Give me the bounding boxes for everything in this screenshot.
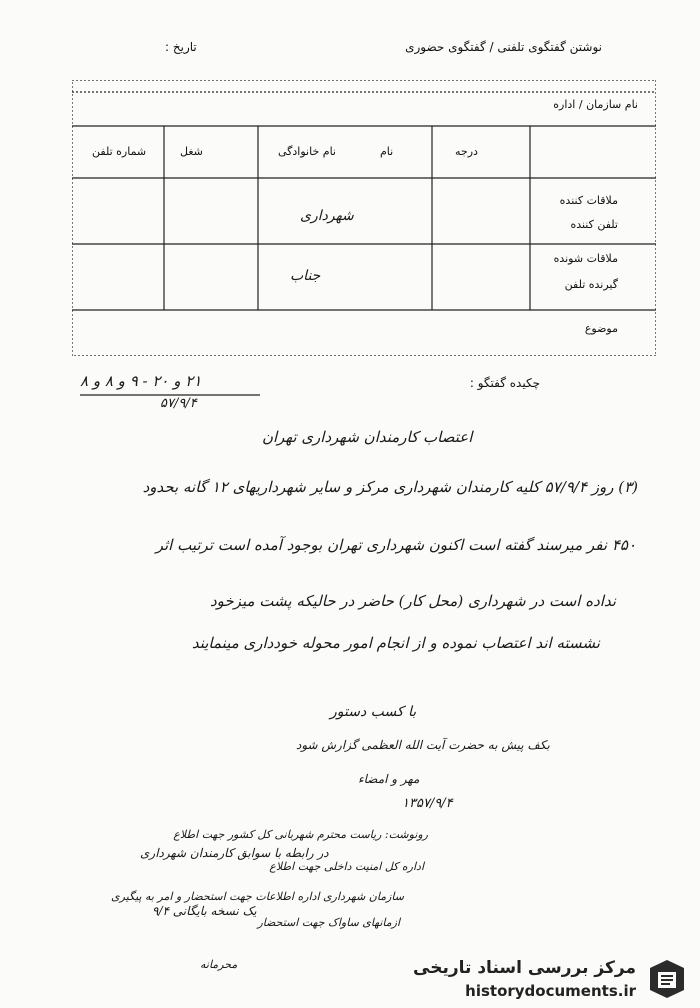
- report-heading: اعتصاب کارمندان شهرداری تهران: [262, 428, 473, 446]
- date-label: تاریخ :: [165, 40, 197, 54]
- form-grid: [72, 80, 656, 356]
- row-receiver-2: گیرنده تلفن: [564, 278, 618, 291]
- caller-name-handwritten: شهرداری: [300, 208, 354, 224]
- watermark-footer: [400, 950, 700, 1008]
- watermark-brand: مرکز بررسی اسناد تاریخی: [413, 958, 636, 978]
- row-caller-2: تلفن کننده: [570, 218, 618, 231]
- date-note: ۱۳۵۷/۹/۴: [402, 796, 453, 811]
- receiver-name-handwritten: جناب: [290, 268, 321, 284]
- summary-label: چکیده گفتگو :: [469, 376, 540, 390]
- col-family: نام خانوادگی: [278, 145, 336, 158]
- report-line-2: ۴۵۰ نفر میرسند گفته است اکنون شهرداری تهران بوجود آمده است ترتیب اثر: [155, 536, 636, 554]
- watermark-url: historydocuments.ir: [465, 982, 636, 1000]
- row-receiver-1: ملاقات شونده: [553, 252, 618, 265]
- reference-numbers: ۲۱ و ۲۰ - ۹ و ۸ و ۸: [80, 372, 202, 390]
- report-line-3: نداده است در شهرداری (محل کار) حاضر در حالیکه پشت میزخود: [209, 592, 616, 610]
- col-job: شغل: [180, 145, 203, 158]
- stamp-note: مهر و امضاء: [358, 772, 420, 786]
- conversation-form-table: [72, 80, 656, 356]
- col-rank: درجه: [455, 145, 478, 158]
- report-line-4: نشسته اند اعتصاب نموده و از انجام امور محوله خودداری مینمایند: [191, 634, 600, 652]
- col-phone: شماره تلفن: [92, 145, 147, 158]
- row-subject: موضوع: [584, 322, 618, 335]
- col-name: نام: [380, 145, 394, 158]
- row-caller-1: ملاقات کننده: [559, 194, 618, 207]
- archive-logo-icon: [644, 956, 690, 1002]
- org-label: نام سازمان / اداره: [553, 98, 638, 111]
- form-title: نوشتن گفتگوی تلفنی / گفتگوی حضوری: [405, 40, 602, 54]
- reference-date: ۵۷/۹/۴: [160, 396, 197, 411]
- distribution-line-4: ازمانهای ساواک جهت استحضار: [257, 916, 400, 929]
- forward-note: بکف پیش به حضرت آیت الله العظمی گزارش شود: [296, 738, 550, 752]
- side-note-1: در رابطه با سوابق کارمندان شهرداری: [140, 846, 329, 860]
- distribution-line-2: اداره کل امنیت داخلی جهت اطلاع: [269, 860, 424, 873]
- signature-note: با کسب دستور: [330, 704, 417, 720]
- side-note-2: یک نسخه بایگانی ۹/۴: [152, 904, 257, 918]
- report-line-1: (۳) روز ۵۷/۹/۴ کلیه کارمندان شهرداری مرکز و سایر شهرداریهای ۱۲ گانه بحدود: [142, 478, 638, 496]
- side-note-3: محرمانه: [200, 958, 238, 971]
- distribution-line-3: سازمان شهرداری اداره اطلاعات جهت استحضار و امر به پیگیری: [111, 890, 404, 903]
- distribution-line-1: رونوشت: ریاست محترم شهربانی کل کشور جهت اطلاع: [173, 828, 428, 841]
